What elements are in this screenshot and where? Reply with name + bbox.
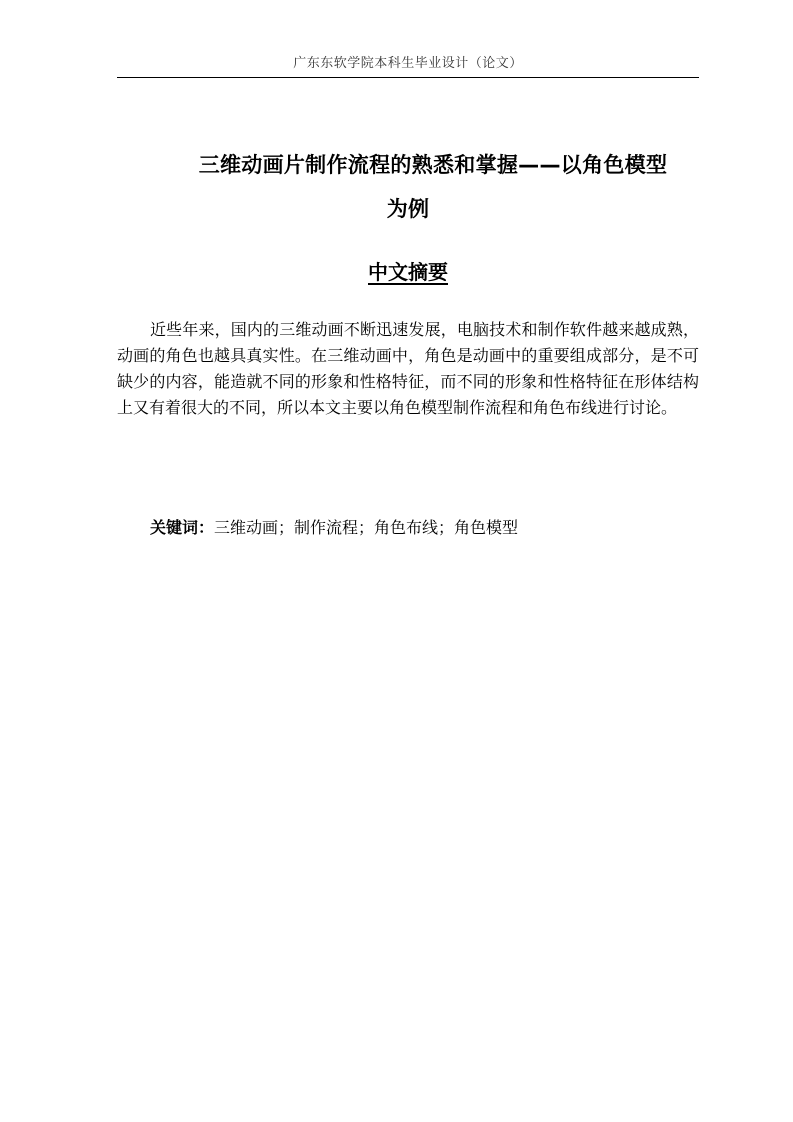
abstract-heading-text: 中文摘要	[368, 260, 448, 284]
abstract-body: 近些年来，国内的三维动画不断迅速发展，电脑技术和制作软件越来越成熟，动画的角色也越具真实性。在三维动画中，角色是动画中的重要组成部分，是不可缺少的内容，能造就不同的形象和性格特征，而不同的形象和性格特征在形体结构上又有着很大的不同，所以本文主要以角色模型制作流程和角色布线进行讨论。	[117, 320, 699, 417]
thesis-title	[117, 143, 699, 231]
keywords-value: 三维动画；制作流程；角色布线；角色模型	[214, 518, 519, 537]
header-rule	[117, 77, 699, 78]
keywords-label: 关键词：	[150, 518, 215, 537]
running-header: 广东东软学院本科生毕业设计（论文）	[293, 56, 523, 71]
thesis-title-line-1-text: 三维动画片制作流程的熟悉和掌握——以角色模型	[198, 153, 668, 177]
thesis-title-line-2: 为例	[386, 197, 430, 221]
abstract-heading	[117, 254, 699, 290]
thesis-title-line-1	[117, 143, 699, 187]
keywords	[150, 514, 699, 542]
